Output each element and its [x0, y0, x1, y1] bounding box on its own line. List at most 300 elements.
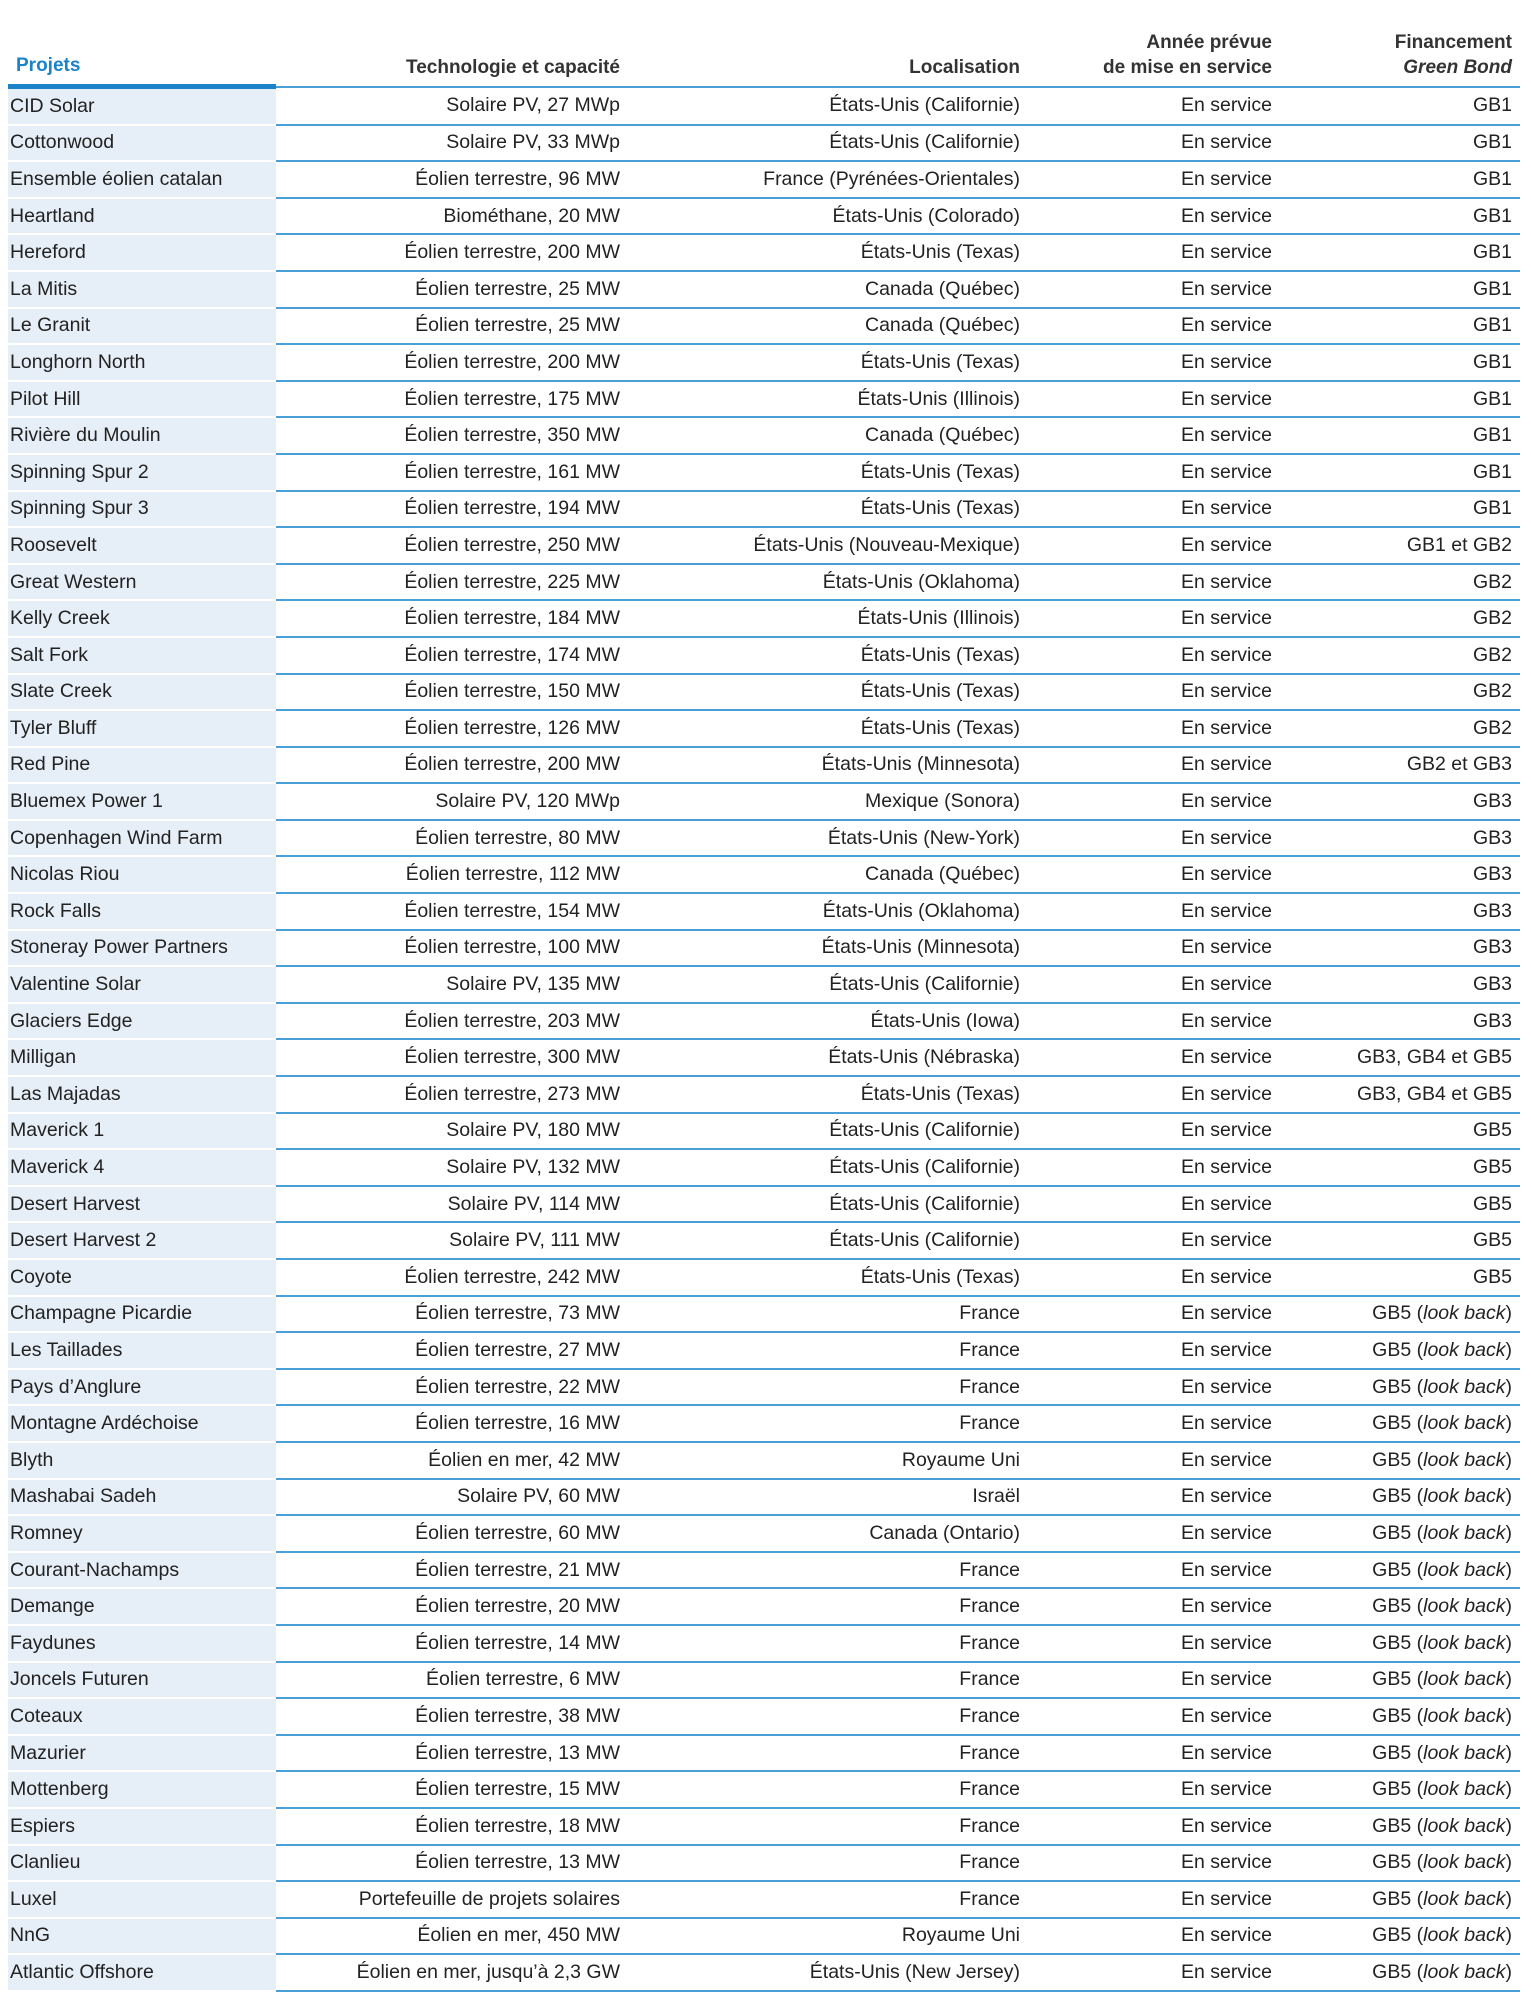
- financing-code: GB2: [1472, 716, 1512, 739]
- location-cell: France: [628, 1808, 1028, 1845]
- technology-cell: Éolien terrestre, 100 MW: [276, 930, 628, 967]
- financing-note: look back: [1423, 1595, 1506, 1618]
- financing-cell: [1280, 1588, 1520, 1625]
- location-cell: États-Unis (Minnesota): [628, 930, 1028, 967]
- paren-open: (: [1411, 1302, 1424, 1325]
- status-cell: En service: [1028, 1588, 1280, 1625]
- financing-code: GB2: [1472, 607, 1512, 630]
- table-row: [8, 1918, 1520, 1955]
- project-cell: Glaciers Edge: [8, 1003, 276, 1040]
- status-cell: En service: [1028, 491, 1280, 528]
- projects-table-container: [8, 20, 1520, 1992]
- financing-note: look back: [1423, 1302, 1506, 1325]
- table-row: [8, 125, 1520, 162]
- header-financing: [1280, 20, 1520, 87]
- technology-cell: Éolien terrestre, 22 MW: [276, 1369, 628, 1406]
- financing-note: look back: [1423, 1558, 1506, 1581]
- project-cell: Demange: [8, 1588, 276, 1625]
- technology-cell: Éolien terrestre, 60 MW: [276, 1515, 628, 1552]
- technology-cell: Solaire PV, 60 MW: [276, 1479, 628, 1516]
- financing-note: look back: [1423, 1338, 1506, 1361]
- paren-close: ): [1505, 1631, 1512, 1654]
- financing-cell: [1280, 1076, 1520, 1113]
- financing-note: look back: [1423, 1631, 1506, 1654]
- table-row: [8, 1442, 1520, 1479]
- location-cell: États-Unis (New-York): [628, 820, 1028, 857]
- technology-cell: Éolien terrestre, 203 MW: [276, 1003, 628, 1040]
- header-financing-line2: Green Bond: [1403, 56, 1512, 78]
- table-row: [8, 1588, 1520, 1625]
- financing-code: GB1: [1472, 94, 1512, 117]
- technology-cell: Éolien terrestre, 14 MW: [276, 1625, 628, 1662]
- project-cell: Milligan: [8, 1039, 276, 1076]
- header-row: [8, 20, 1520, 87]
- financing-code: GB5: [1372, 1412, 1412, 1435]
- project-cell: Stoneray Power Partners: [8, 930, 276, 967]
- project-cell: Joncels Futuren: [8, 1662, 276, 1699]
- paren-open: (: [1411, 1924, 1424, 1947]
- financing-cell: [1280, 893, 1520, 930]
- status-cell: En service: [1028, 1845, 1280, 1882]
- location-cell: États-Unis (Texas): [628, 454, 1028, 491]
- table-row: [8, 1296, 1520, 1333]
- location-cell: États-Unis (Californie): [628, 1186, 1028, 1223]
- paren-open: (: [1411, 1704, 1424, 1727]
- technology-cell: Éolien terrestre, 126 MW: [276, 710, 628, 747]
- project-cell: Mashabai Sadeh: [8, 1479, 276, 1516]
- financing-cell: [1280, 1515, 1520, 1552]
- paren-open: (: [1411, 1375, 1424, 1398]
- location-cell: États-Unis (Oklahoma): [628, 564, 1028, 601]
- financing-code: GB3, GB4 et GB5: [1357, 1082, 1512, 1105]
- status-cell: En service: [1028, 234, 1280, 271]
- financing-code: GB5: [1372, 1704, 1412, 1727]
- technology-cell: Éolien terrestre, 161 MW: [276, 454, 628, 491]
- project-cell: Pays d’Anglure: [8, 1369, 276, 1406]
- location-cell: France: [628, 1625, 1028, 1662]
- technology-cell: Éolien terrestre, 25 MW: [276, 308, 628, 345]
- status-cell: En service: [1028, 1003, 1280, 1040]
- financing-cell: [1280, 161, 1520, 198]
- financing-code: GB1: [1472, 424, 1512, 447]
- location-cell: États-Unis (Californie): [628, 87, 1028, 125]
- paren-close: ): [1505, 1521, 1512, 1544]
- financing-cell: [1280, 417, 1520, 454]
- table-row: [8, 87, 1520, 125]
- location-cell: États-Unis (Texas): [628, 491, 1028, 528]
- location-cell: États-Unis (Californie): [628, 1149, 1028, 1186]
- table-header: [8, 20, 1520, 87]
- project-cell: Tyler Bluff: [8, 710, 276, 747]
- status-cell: En service: [1028, 527, 1280, 564]
- status-cell: En service: [1028, 1369, 1280, 1406]
- project-cell: Heartland: [8, 198, 276, 235]
- paren-open: (: [1411, 1814, 1424, 1837]
- location-cell: France (Pyrénées-Orientales): [628, 161, 1028, 198]
- technology-cell: Solaire PV, 120 MWp: [276, 783, 628, 820]
- financing-code: GB3: [1472, 936, 1512, 959]
- project-cell: Spinning Spur 3: [8, 491, 276, 528]
- financing-code: GB3: [1472, 899, 1512, 922]
- technology-cell: Éolien terrestre, 194 MW: [276, 491, 628, 528]
- financing-code: GB1: [1472, 497, 1512, 520]
- status-cell: En service: [1028, 198, 1280, 235]
- status-cell: En service: [1028, 820, 1280, 857]
- location-cell: États-Unis (Texas): [628, 1259, 1028, 1296]
- financing-cell: [1280, 198, 1520, 235]
- status-cell: En service: [1028, 344, 1280, 381]
- financing-code: GB5: [1372, 1448, 1412, 1471]
- status-cell: En service: [1028, 125, 1280, 162]
- financing-code: GB1: [1472, 131, 1512, 154]
- project-cell: Great Western: [8, 564, 276, 601]
- financing-cell: [1280, 966, 1520, 1003]
- location-cell: Canada (Québec): [628, 417, 1028, 454]
- financing-code: GB1: [1472, 314, 1512, 337]
- technology-cell: Portefeuille de projets solaires: [276, 1881, 628, 1918]
- financing-code: GB3, GB4 et GB5: [1357, 1046, 1512, 1069]
- technology-cell: Éolien terrestre, 13 MW: [276, 1845, 628, 1882]
- paren-open: (: [1411, 1412, 1424, 1435]
- technology-cell: Éolien terrestre, 174 MW: [276, 637, 628, 674]
- status-cell: En service: [1028, 271, 1280, 308]
- financing-code: GB5: [1372, 1887, 1412, 1910]
- table-row: [8, 234, 1520, 271]
- financing-note: look back: [1423, 1448, 1506, 1471]
- status-cell: En service: [1028, 1149, 1280, 1186]
- status-cell: En service: [1028, 747, 1280, 784]
- financing-cell: [1280, 783, 1520, 820]
- location-cell: États-Unis (Californie): [628, 125, 1028, 162]
- paren-open: (: [1411, 1778, 1424, 1801]
- technology-cell: Éolien terrestre, 250 MW: [276, 527, 628, 564]
- financing-cell: [1280, 125, 1520, 162]
- technology-cell: Éolien terrestre, 242 MW: [276, 1259, 628, 1296]
- location-cell: États-Unis (Texas): [628, 1076, 1028, 1113]
- technology-cell: Éolien terrestre, 350 MW: [276, 417, 628, 454]
- location-cell: France: [628, 1369, 1028, 1406]
- paren-open: (: [1411, 1668, 1424, 1691]
- financing-code: GB5: [1372, 1814, 1412, 1837]
- financing-cell: [1280, 491, 1520, 528]
- location-cell: États-Unis (Texas): [628, 674, 1028, 711]
- status-cell: En service: [1028, 1735, 1280, 1772]
- location-cell: États-Unis (Texas): [628, 710, 1028, 747]
- technology-cell: Solaire PV, 27 MWp: [276, 87, 628, 125]
- technology-cell: Éolien terrestre, 184 MW: [276, 600, 628, 637]
- project-cell: Atlantic Offshore: [8, 1954, 276, 1991]
- technology-cell: Solaire PV, 135 MW: [276, 966, 628, 1003]
- paren-close: ): [1505, 1668, 1512, 1691]
- location-cell: Canada (Québec): [628, 856, 1028, 893]
- paren-open: (: [1411, 1521, 1424, 1544]
- financing-code: GB5: [1372, 1595, 1412, 1618]
- status-cell: En service: [1028, 1405, 1280, 1442]
- financing-code: GB1: [1472, 387, 1512, 410]
- financing-cell: [1280, 87, 1520, 125]
- project-cell: Roosevelt: [8, 527, 276, 564]
- project-cell: Salt Fork: [8, 637, 276, 674]
- table-row: [8, 417, 1520, 454]
- table-row: [8, 1771, 1520, 1808]
- status-cell: En service: [1028, 161, 1280, 198]
- location-cell: France: [628, 1296, 1028, 1333]
- status-cell: En service: [1028, 381, 1280, 418]
- financing-code: GB5: [1372, 1668, 1412, 1691]
- financing-cell: [1280, 1003, 1520, 1040]
- technology-cell: Éolien terrestre, 300 MW: [276, 1039, 628, 1076]
- financing-cell: [1280, 1149, 1520, 1186]
- paren-close: ): [1505, 1924, 1512, 1947]
- table-row: [8, 674, 1520, 711]
- financing-note: look back: [1423, 1924, 1506, 1947]
- project-cell: La Mitis: [8, 271, 276, 308]
- location-cell: États-Unis (Illinois): [628, 600, 1028, 637]
- table-body: [8, 87, 1520, 1991]
- financing-code: GB5: [1472, 1229, 1512, 1252]
- status-cell: En service: [1028, 1332, 1280, 1369]
- table-row: [8, 930, 1520, 967]
- status-cell: En service: [1028, 1808, 1280, 1845]
- technology-cell: Solaire PV, 111 MW: [276, 1222, 628, 1259]
- financing-note: look back: [1423, 1521, 1506, 1544]
- status-cell: En service: [1028, 1113, 1280, 1150]
- technology-cell: Éolien terrestre, 13 MW: [276, 1735, 628, 1772]
- location-cell: États-Unis (Illinois): [628, 381, 1028, 418]
- project-cell: Le Granit: [8, 308, 276, 345]
- paren-close: ): [1505, 1778, 1512, 1801]
- table-row: [8, 564, 1520, 601]
- technology-cell: Éolien terrestre, 80 MW: [276, 820, 628, 857]
- financing-code: GB5: [1472, 1119, 1512, 1142]
- financing-code: GB1: [1472, 241, 1512, 264]
- status-cell: En service: [1028, 1039, 1280, 1076]
- location-cell: États-Unis (Texas): [628, 234, 1028, 271]
- status-cell: En service: [1028, 1771, 1280, 1808]
- table-row: [8, 1222, 1520, 1259]
- status-cell: En service: [1028, 1259, 1280, 1296]
- financing-cell: [1280, 1845, 1520, 1882]
- technology-cell: Solaire PV, 180 MW: [276, 1113, 628, 1150]
- table-row: [8, 1735, 1520, 1772]
- location-cell: France: [628, 1662, 1028, 1699]
- location-cell: France: [628, 1845, 1028, 1882]
- financing-cell: [1280, 1222, 1520, 1259]
- project-cell: Valentine Solar: [8, 966, 276, 1003]
- location-cell: Israël: [628, 1479, 1028, 1516]
- paren-close: ): [1505, 1412, 1512, 1435]
- financing-cell: [1280, 381, 1520, 418]
- location-cell: États-Unis (Colorado): [628, 198, 1028, 235]
- table-row: [8, 1076, 1520, 1113]
- status-cell: En service: [1028, 856, 1280, 893]
- location-cell: France: [628, 1881, 1028, 1918]
- location-cell: Mexique (Sonora): [628, 783, 1028, 820]
- technology-cell: Éolien terrestre, 150 MW: [276, 674, 628, 711]
- paren-open: (: [1411, 1595, 1424, 1618]
- table-row: [8, 1003, 1520, 1040]
- paren-close: ): [1505, 1448, 1512, 1471]
- paren-open: (: [1411, 1558, 1424, 1581]
- technology-cell: Éolien terrestre, 27 MW: [276, 1332, 628, 1369]
- paren-close: ): [1505, 1558, 1512, 1581]
- table-row: [8, 1845, 1520, 1882]
- technology-cell: Éolien terrestre, 20 MW: [276, 1588, 628, 1625]
- paren-close: ): [1505, 1595, 1512, 1618]
- financing-code: GB5: [1372, 1485, 1412, 1508]
- location-cell: États-Unis (Nouveau-Mexique): [628, 527, 1028, 564]
- financing-code: GB1: [1472, 350, 1512, 373]
- status-cell: En service: [1028, 600, 1280, 637]
- financing-cell: [1280, 1918, 1520, 1955]
- status-cell: En service: [1028, 637, 1280, 674]
- project-cell: Clanlieu: [8, 1845, 276, 1882]
- location-cell: États-Unis (Oklahoma): [628, 893, 1028, 930]
- project-cell: Longhorn North: [8, 344, 276, 381]
- project-cell: Luxel: [8, 1881, 276, 1918]
- financing-cell: [1280, 1735, 1520, 1772]
- financing-code: GB5: [1372, 1851, 1412, 1874]
- table-row: [8, 747, 1520, 784]
- table-row: [8, 1113, 1520, 1150]
- financing-cell: [1280, 1405, 1520, 1442]
- status-cell: En service: [1028, 674, 1280, 711]
- table-row: [8, 198, 1520, 235]
- financing-code: GB5: [1372, 1778, 1412, 1801]
- green-bond-projects-table: [8, 20, 1520, 1992]
- header-year: [1028, 20, 1280, 87]
- location-cell: États-Unis (Texas): [628, 637, 1028, 674]
- status-cell: En service: [1028, 1186, 1280, 1223]
- location-cell: France: [628, 1588, 1028, 1625]
- financing-code: GB5: [1372, 1521, 1412, 1544]
- status-cell: En service: [1028, 1552, 1280, 1589]
- project-cell: Ensemble éolien catalan: [8, 161, 276, 198]
- financing-note: look back: [1423, 1668, 1506, 1691]
- project-cell: Espiers: [8, 1808, 276, 1845]
- status-cell: En service: [1028, 966, 1280, 1003]
- status-cell: En service: [1028, 1222, 1280, 1259]
- table-row: [8, 637, 1520, 674]
- technology-cell: Éolien terrestre, 38 MW: [276, 1698, 628, 1735]
- financing-code: GB1: [1472, 204, 1512, 227]
- location-cell: États-Unis (Texas): [628, 344, 1028, 381]
- project-cell: Las Majadas: [8, 1076, 276, 1113]
- table-row: [8, 1405, 1520, 1442]
- project-cell: Hereford: [8, 234, 276, 271]
- status-cell: En service: [1028, 1954, 1280, 1991]
- financing-code: GB5: [1372, 1631, 1412, 1654]
- table-row: [8, 783, 1520, 820]
- financing-cell: [1280, 1625, 1520, 1662]
- location-cell: Royaume Uni: [628, 1442, 1028, 1479]
- table-row: [8, 344, 1520, 381]
- financing-code: GB3: [1472, 826, 1512, 849]
- financing-cell: [1280, 1881, 1520, 1918]
- header-technology: Technologie et capacité: [276, 20, 628, 87]
- project-cell: Blyth: [8, 1442, 276, 1479]
- financing-cell: [1280, 454, 1520, 491]
- paren-close: ): [1505, 1302, 1512, 1325]
- financing-cell: [1280, 1296, 1520, 1333]
- financing-cell: [1280, 710, 1520, 747]
- financing-code: GB3: [1472, 863, 1512, 886]
- location-cell: France: [628, 1332, 1028, 1369]
- location-cell: Royaume Uni: [628, 1918, 1028, 1955]
- project-cell: Romney: [8, 1515, 276, 1552]
- financing-cell: [1280, 1479, 1520, 1516]
- technology-cell: Solaire PV, 114 MW: [276, 1186, 628, 1223]
- project-cell: Pilot Hill: [8, 381, 276, 418]
- financing-cell: [1280, 344, 1520, 381]
- table-row: [8, 1186, 1520, 1223]
- financing-cell: [1280, 1039, 1520, 1076]
- header-location: Localisation: [628, 20, 1028, 87]
- paren-open: (: [1411, 1448, 1424, 1471]
- status-cell: En service: [1028, 1698, 1280, 1735]
- table-row: [8, 1259, 1520, 1296]
- project-cell: Coteaux: [8, 1698, 276, 1735]
- project-cell: NnG: [8, 1918, 276, 1955]
- project-cell: Spinning Spur 2: [8, 454, 276, 491]
- table-row: [8, 454, 1520, 491]
- status-cell: En service: [1028, 1479, 1280, 1516]
- financing-code: GB2: [1472, 643, 1512, 666]
- financing-code: GB5: [1372, 1375, 1412, 1398]
- financing-note: look back: [1423, 1741, 1506, 1764]
- financing-code: GB5: [1372, 1741, 1412, 1764]
- location-cell: États-Unis (Californie): [628, 1222, 1028, 1259]
- project-cell: Desert Harvest: [8, 1186, 276, 1223]
- project-cell: Slate Creek: [8, 674, 276, 711]
- header-project: Projets: [8, 20, 276, 87]
- table-row: [8, 600, 1520, 637]
- project-cell: Kelly Creek: [8, 600, 276, 637]
- financing-code: GB1 et GB2: [1406, 533, 1512, 556]
- financing-cell: [1280, 1259, 1520, 1296]
- financing-cell: [1280, 1332, 1520, 1369]
- financing-code: GB5: [1372, 1924, 1412, 1947]
- status-cell: En service: [1028, 1076, 1280, 1113]
- table-row: [8, 1662, 1520, 1699]
- location-cell: États-Unis (Iowa): [628, 1003, 1028, 1040]
- technology-cell: Éolien terrestre, 154 MW: [276, 893, 628, 930]
- table-row: [8, 1039, 1520, 1076]
- project-cell: Mottenberg: [8, 1771, 276, 1808]
- table-row: [8, 1954, 1520, 1991]
- table-row: [8, 820, 1520, 857]
- status-cell: En service: [1028, 308, 1280, 345]
- financing-cell: [1280, 747, 1520, 784]
- project-cell: Champagne Picardie: [8, 1296, 276, 1333]
- table-row: [8, 1881, 1520, 1918]
- paren-close: ): [1505, 1741, 1512, 1764]
- paren-close: ): [1505, 1851, 1512, 1874]
- financing-code: GB2: [1472, 570, 1512, 593]
- table-row: [8, 1698, 1520, 1735]
- table-row: [8, 527, 1520, 564]
- financing-cell: [1280, 674, 1520, 711]
- location-cell: France: [628, 1698, 1028, 1735]
- technology-cell: Solaire PV, 33 MWp: [276, 125, 628, 162]
- technology-cell: Éolien terrestre, 6 MW: [276, 1662, 628, 1699]
- location-cell: États-Unis (Californie): [628, 1113, 1028, 1150]
- project-cell: Faydunes: [8, 1625, 276, 1662]
- table-row: [8, 1808, 1520, 1845]
- project-cell: Montagne Ardéchoise: [8, 1405, 276, 1442]
- project-cell: Coyote: [8, 1259, 276, 1296]
- financing-code: GB5: [1372, 1338, 1412, 1361]
